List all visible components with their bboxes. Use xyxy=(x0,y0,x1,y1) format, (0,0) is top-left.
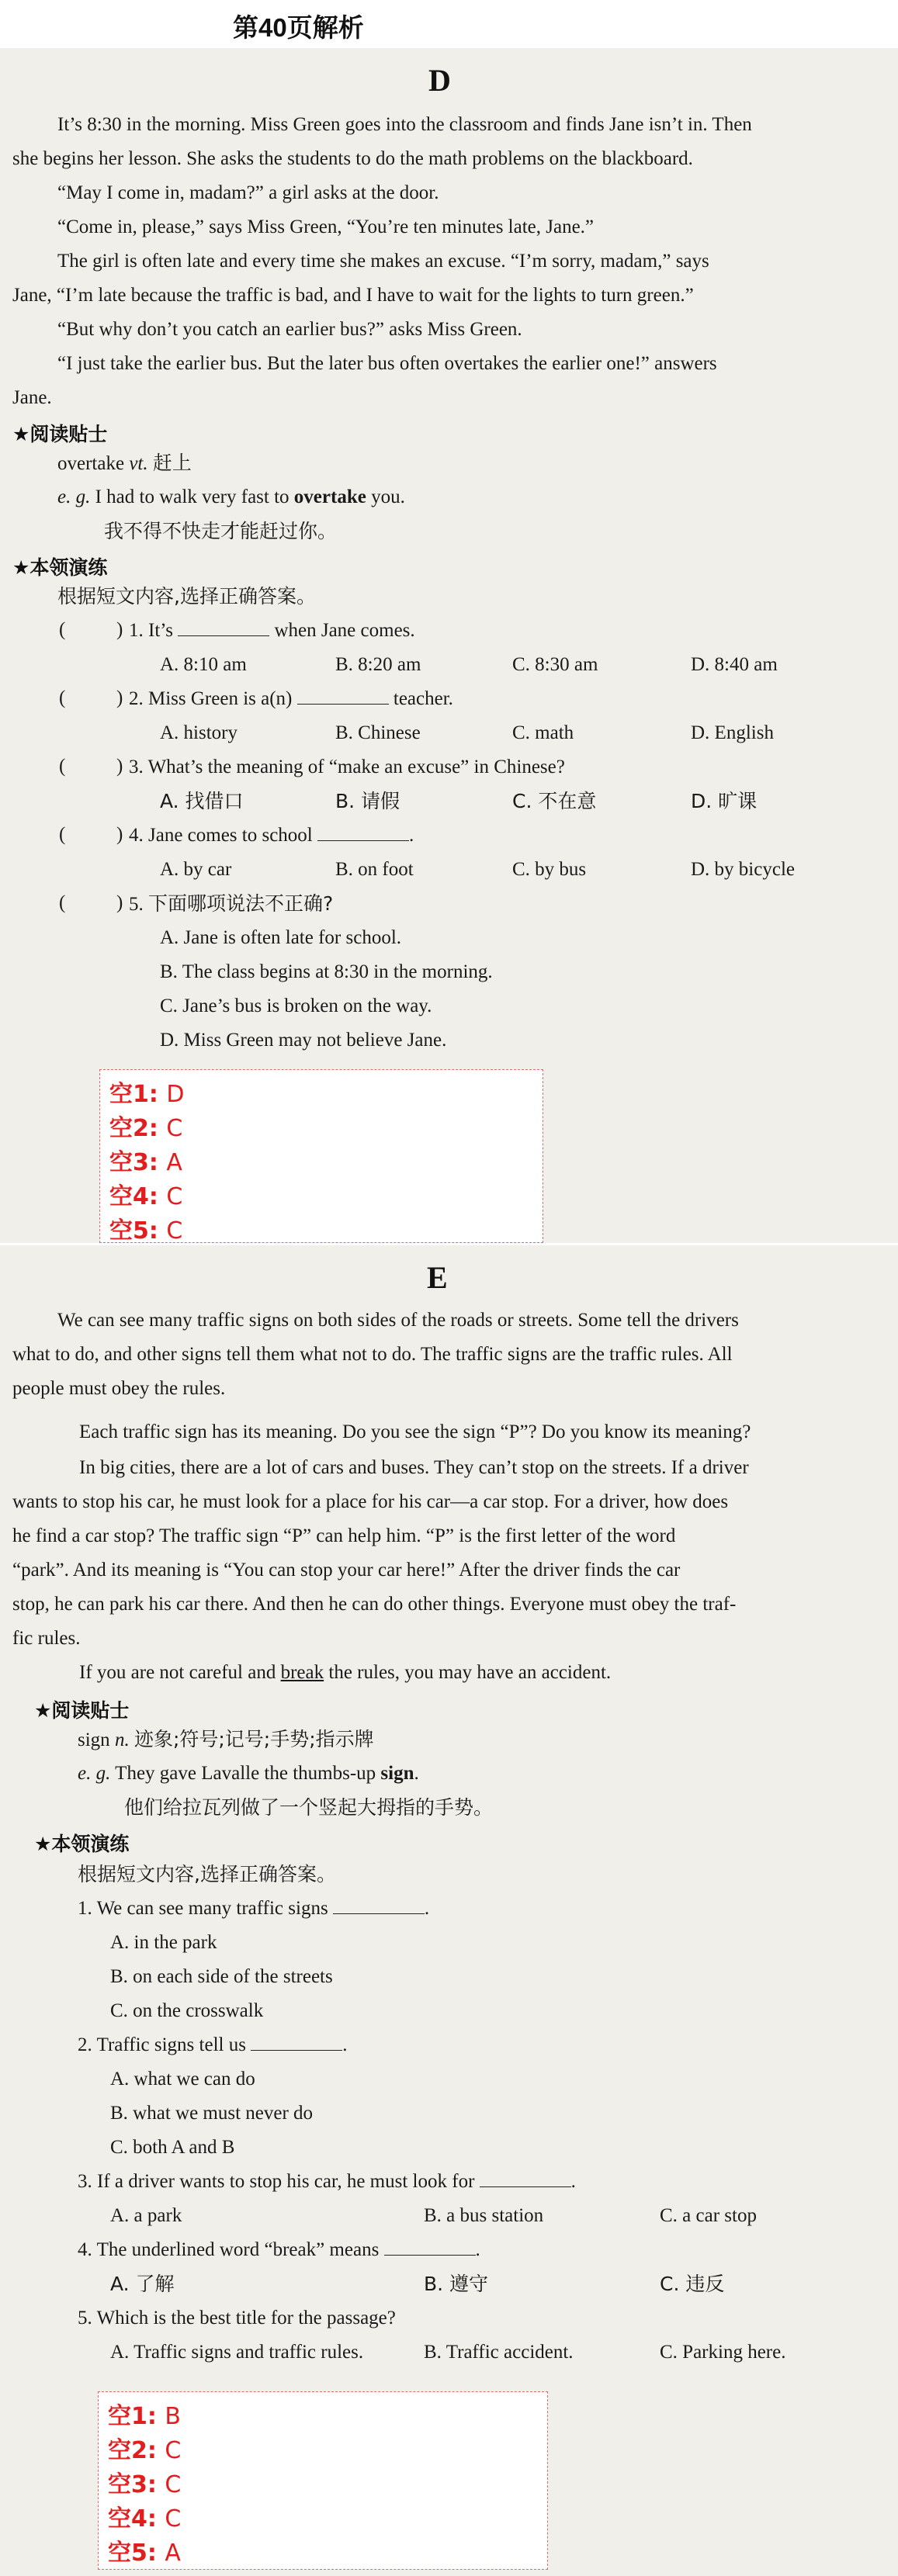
question: 4. The underlined word “break” means . xyxy=(78,2239,480,2260)
page-title: 第40页解析 xyxy=(233,13,364,42)
passage-line: he find a car stop? The traffic sign “P” can help him. “P” is the first letter of the word xyxy=(12,1525,676,1546)
vocab-entry xyxy=(78,1728,374,1752)
option: A. history xyxy=(160,722,238,743)
option: B. on foot xyxy=(335,859,414,880)
passage-line: In big cities, there are a lot of cars and buses. They can’t stop on the streets. If a driver xyxy=(79,1457,749,1478)
instruction: 根据短文内容,选择正确答案。 xyxy=(57,585,316,608)
answer-item: 空4: C xyxy=(108,2505,182,2533)
eg-translation: 我不得不快走才能赶过你。 xyxy=(104,520,338,542)
option: C. 违反 xyxy=(660,2273,725,2295)
passage-line: “But why don’t you catch an earlier bus?” asks Miss Green. xyxy=(57,319,522,340)
option: B. Chinese xyxy=(335,722,421,743)
answer-item: 空2: C xyxy=(108,2437,182,2464)
option: D. by bicycle xyxy=(691,859,795,880)
section-d-letter: D xyxy=(428,63,451,98)
answer-item: 空4: C xyxy=(109,1183,183,1210)
option: C. Parking here. xyxy=(660,2342,786,2363)
passage-line: “I just take the earlier bus. But the later bus often overtakes the earlier one!” answers xyxy=(57,353,717,374)
answer-paren: ) xyxy=(116,824,123,845)
answer-paren: ) xyxy=(116,892,123,913)
question: 5. 下面哪项说法不正确? xyxy=(129,892,334,915)
answer-paren: ) xyxy=(116,756,123,777)
vocab-word: overtake xyxy=(57,453,125,474)
question: 1. We can see many traffic signs . xyxy=(78,1898,430,1919)
eg-label: e. g. xyxy=(57,486,91,507)
option: B. on each side of the streets xyxy=(110,1966,333,1987)
question: 4. Jane comes to school . xyxy=(129,825,414,846)
answer-item: 空3: A xyxy=(109,1149,182,1176)
answer-paren: ( xyxy=(59,687,66,708)
passage-line: Each traffic sign has its meaning. Do you see the sign “P”? Do you know its meaning? xyxy=(79,1421,751,1442)
vocab-example xyxy=(57,486,405,509)
passage-line: “park”. And its meaning is “You can stop your car here!” After the driver finds the car xyxy=(12,1560,681,1581)
option: B. Traffic accident. xyxy=(424,2342,574,2363)
option: D. Miss Green may not believe Jane. xyxy=(160,1030,447,1051)
passage-line: We can see many traffic signs on both sides of the roads or streets. Some tell the drivers xyxy=(57,1310,739,1331)
option: B. 请假 xyxy=(335,790,400,812)
reading-tip-heading: ★阅读贴士 xyxy=(12,424,108,445)
passage-line: what to do, and other signs tell them what not to do. The traffic signs are the traffic rules. All xyxy=(12,1344,733,1365)
answer-blank xyxy=(178,620,269,636)
answer-blank xyxy=(333,1898,425,1914)
instruction: 根据短文内容,选择正确答案。 xyxy=(78,1863,336,1885)
answer-paren: ( xyxy=(59,824,66,845)
section-e-panel xyxy=(0,1245,898,2576)
option: B. 8:20 am xyxy=(335,654,421,675)
option: A. what we can do xyxy=(110,2069,255,2090)
answer-key-box xyxy=(98,2391,548,2570)
practice-heading: ★本领演练 xyxy=(34,1833,130,1855)
option: A. 8:10 am xyxy=(160,654,247,675)
option: D. English xyxy=(691,722,774,743)
vocab-example xyxy=(78,1762,419,1785)
vocab-meaning: 迹象;符号;记号;手势;指示牌 xyxy=(133,1728,374,1750)
passage-line: If you are not careful and break the rules, you may have an accident. xyxy=(79,1662,612,1683)
answer-blank xyxy=(251,2034,342,2051)
section-d-panel xyxy=(0,48,898,1243)
answer-blank xyxy=(480,2171,571,2187)
eg-text: you. xyxy=(371,486,405,507)
answer-paren: ) xyxy=(116,687,123,708)
eg-text: . xyxy=(414,1763,419,1784)
reading-tip-heading: ★阅读贴士 xyxy=(34,1700,130,1722)
option: C. by bus xyxy=(512,859,587,880)
option: A. by car xyxy=(160,859,232,880)
passage-line: people must obey the rules. xyxy=(12,1378,226,1399)
question: 2. Miss Green is a(n) teacher. xyxy=(129,688,453,709)
option: C. on the crosswalk xyxy=(110,2000,264,2021)
option: C. Jane’s bus is broken on the way. xyxy=(160,995,432,1016)
passage-line: she begins her lesson. She asks the students to do the math problems on the blackboard. xyxy=(12,148,693,169)
option: A. Jane is often late for school. xyxy=(160,927,402,948)
practice-heading: ★本领演练 xyxy=(12,557,108,579)
answer-item: 空5: C xyxy=(109,1217,183,1245)
option: A. 了解 xyxy=(110,2273,175,2295)
answer-paren: ( xyxy=(59,892,66,913)
answer-item: 空2: C xyxy=(109,1115,183,1142)
underlined-word: break xyxy=(280,1662,324,1683)
answer-blank xyxy=(384,2239,476,2256)
answer-blank xyxy=(317,825,409,841)
vocab-word: sign xyxy=(78,1729,110,1750)
option: D. 8:40 am xyxy=(691,654,778,675)
answer-key-box xyxy=(99,1069,543,1243)
eg-text: They gave Lavalle the thumbs-up xyxy=(115,1763,376,1784)
passage-line: It’s 8:30 in the morning. Miss Green goes into the classroom and finds Jane isn’t in. Then xyxy=(57,114,752,135)
option: C. 不在意 xyxy=(512,790,597,812)
eg-label: e. g. xyxy=(78,1763,111,1784)
option: B. what we must never do xyxy=(110,2103,314,2124)
question: 3. If a driver wants to stop his car, he must look for . xyxy=(78,2171,576,2192)
answer-paren: ( xyxy=(59,619,66,640)
passage-line: Jane, “I’m late because the traffic is bad, and I have to wait for the lights to turn green.” xyxy=(12,285,694,306)
option: A. Traffic signs and traffic rules. xyxy=(110,2342,364,2363)
section-e-letter: E xyxy=(427,1260,448,1295)
passage-line: “Come in, please,” says Miss Green, “You’re ten minutes late, Jane.” xyxy=(57,216,595,237)
answer-item: 空3: C xyxy=(108,2471,182,2498)
answer-item: 空5: A xyxy=(108,2540,181,2567)
vocab-entry xyxy=(57,452,192,476)
vocab-pos: vt. xyxy=(129,453,148,474)
option: B. The class begins at 8:30 in the morning. xyxy=(160,961,493,982)
eg-text: I had to walk very fast to xyxy=(95,486,290,507)
vocab-meaning: 赶上 xyxy=(152,452,192,474)
option: A. a park xyxy=(110,2205,182,2226)
option: C. 8:30 am xyxy=(512,654,598,675)
option: A. 找借口 xyxy=(160,790,244,812)
question: 3. What’s the meaning of “make an excuse” in Chinese? xyxy=(129,757,565,777)
option: B. a bus station xyxy=(424,2205,544,2226)
passage-line: stop, he can park his car there. And then he can do other things. Everyone must obey the traf- xyxy=(12,1594,737,1615)
option: C. math xyxy=(512,722,574,743)
question: 1. It’s when Jane comes. xyxy=(129,620,415,641)
eg-translation: 他们给拉瓦列做了一个竖起大拇指的手势。 xyxy=(124,1796,494,1819)
eg-keyword: sign xyxy=(380,1763,414,1784)
answer-item: 空1: B xyxy=(108,2403,181,2430)
answer-paren: ) xyxy=(116,619,123,640)
vocab-pos: n. xyxy=(114,1729,130,1750)
option: D. 旷课 xyxy=(691,790,758,812)
passage-line: wants to stop his car, he must look for a place for his car—a car stop. For a driver, how does xyxy=(12,1491,729,1512)
answer-paren: ( xyxy=(59,756,66,777)
eg-keyword: overtake xyxy=(293,486,366,507)
option: B. 遵守 xyxy=(424,2273,489,2295)
passage-line: Jane. xyxy=(12,387,52,408)
question: 5. Which is the best title for the passage? xyxy=(78,2308,396,2328)
passage-line: fic rules. xyxy=(12,1628,81,1649)
passage-line: The girl is often late and every time she makes an excuse. “I’m sorry, madam,” says xyxy=(57,251,709,272)
answer-item: 空1: D xyxy=(109,1081,185,1108)
option: C. both A and B xyxy=(110,2137,235,2158)
question: 2. Traffic signs tell us . xyxy=(78,2034,348,2055)
answer-blank xyxy=(297,688,389,705)
option: C. a car stop xyxy=(660,2205,757,2226)
option: A. in the park xyxy=(110,1932,217,1953)
passage-line: “May I come in, madam?” a girl asks at the door. xyxy=(57,182,439,203)
